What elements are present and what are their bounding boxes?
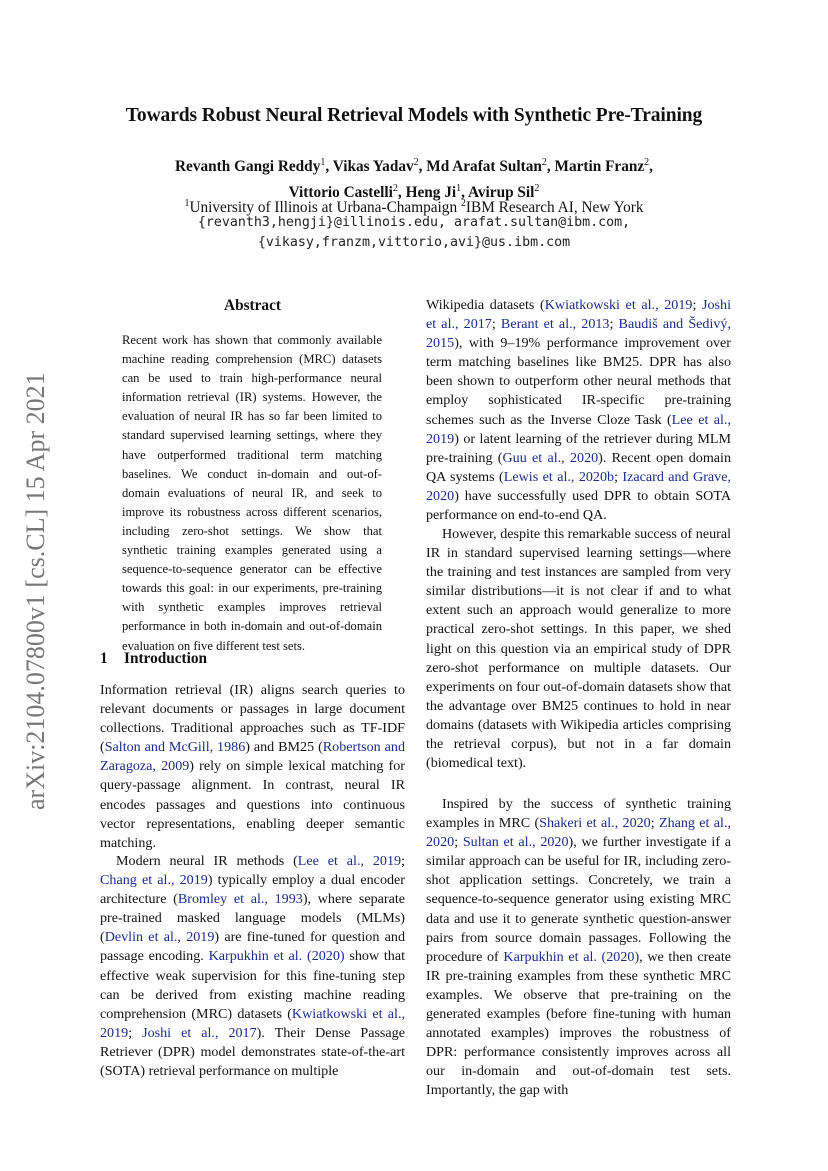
author-name: Heng Ji [405,183,457,201]
citation-link[interactable]: Baudiš and Šedivý, 2015 [426,316,731,352]
affil-mark: 2 [460,198,466,209]
affiliation-2: IBM Research AI, New York [465,199,644,217]
email-line: {vikasy,franzm,vittorio,avi}@us.ibm.com [257,235,571,250]
author-affil-mark: 2 [534,182,540,194]
body-text: ), where separate pre-trained masked language models (MLMs) ( [100,891,405,946]
intro-paragraph [100,852,405,1081]
citation-link[interactable]: Chang et al., 2019 [100,872,208,889]
citation-link[interactable]: Devlin et al., 2019 [104,929,215,946]
citation-link[interactable]: Joshi et al., 2017 [426,297,731,333]
author-affil-mark: 2 [644,157,650,168]
body-text: ) and BM25 ( [245,739,323,756]
body-text: Inspired by the success of synthetic training examples in MRC ( [426,796,731,832]
citation-link[interactable]: Sultan et al., 2020 [462,834,569,851]
author-affil-mark: 2 [541,157,547,168]
intro-paragraph [426,525,731,773]
author-line-2: Vittorio Castelli$^2$, Heng Ji$^1$, Avirup Sil$^2$ [288,182,540,201]
body-text: ). Their Dense Passage Retriever (DPR) model demonstrates state-of-the-art (SOTA) retrieval performance on multiple [100,1024,405,1080]
body-text: ). Recent open domain QA systems ( [426,449,732,485]
body-text: ; [491,316,501,333]
arxiv-stamp: arXiv:2104.07800v1 [cs.CL] 15 Apr 2021 [21,372,50,810]
citation-link[interactable]: Kwiatkowski et al., 2019 [544,297,693,313]
citation-link[interactable]: Karpukhin et al. (2020) [503,948,640,965]
body-text: ; [609,316,619,333]
body-text: However, despite this remarkable success of neural IR in standard supervised learning settings—where the training and test instances are sampled from very similar distributions—it is not clear if and to what extent such an approach would generalize to more practical zero-shot settings. In this paper, we shed light on this question via an empirical study of DPR zero-shot performance on multiple datasets. Our experiments on four out-of-domain datasets show that the advantage over BM25 continues to hold in near domains (datasets with Wikipedia articles comprising the retrieval corpus), but not in a far domain (biomedical text). [426,526,731,772]
body-text: ) or latent learning of the retriever during MLM pre-training ( [426,430,731,466]
intro-paragraph [426,795,731,1101]
body-text: ) rely on simple lexical matching for query-passage alignment. In contrast, neural IR encodes passages and questions into continuous vector representations, enabling deeper semantic matching. [100,758,405,851]
body-text: ; [650,815,659,832]
citation-link[interactable]: Kwiatkowski et al., 2019 [100,1005,405,1041]
body-text: show that effective weak supervision for this fine-tuning step can be derived from existing machine reading comprehension (MRC) datasets ( [100,948,406,1022]
citation-link[interactable]: Robertson and Zaragoza, 2009 [100,739,405,775]
author-affil-mark: 1 [320,157,326,168]
citation-link[interactable]: Izacard and Grave, 2020 [426,468,732,504]
section-heading [100,650,207,668]
body-text: ; [692,297,703,313]
body-text: Modern neural IR methods ( [116,853,298,869]
citation-link[interactable]: Shakeri et al., 2020 [539,815,651,832]
body-text: ) typically employ a dual encoder architecture ( [100,872,405,908]
body-text: ; [401,853,405,869]
paper-title: Towards Robust Neural Retrieval Models with Synthetic Pre-Training [125,105,703,126]
citation-link[interactable]: Salton and McGill, 1986 [104,739,246,756]
author-name: Vittorio Castelli [288,183,393,201]
body-text: ; [614,468,623,485]
author-line-1: Revanth Gangi Reddy$^1$, Vikas Yadav$^2$, Md Arafat Sultan$^2$, Martin Franz$^2$, [175,157,653,176]
author-name: Avirup Sil [467,183,535,201]
author-name: Martin Franz [554,158,645,176]
body-text: ; [454,834,463,851]
citation-link[interactable]: Bromley et al., 1993 [177,891,303,908]
body-text: ) are fine-tuned for question and passage encoding. [100,929,405,965]
section-number: 1 [100,650,108,667]
citation-link[interactable]: Lewis et al., 2020b [503,468,615,485]
affil-mark: 1 [184,198,190,209]
author-affil-mark: 2 [392,182,398,194]
citation-link[interactable]: Joshi et al., 2017 [142,1024,257,1041]
citation-link[interactable]: Guu et al., 2020 [502,449,599,466]
author-affil-mark: 1 [456,182,462,194]
affiliation-1: University of Illinois at Urbana-Champaign [189,199,461,217]
author-emails [0,213,828,253]
body-text: Wikipedia datasets ( [426,297,545,313]
citation-link[interactable]: Lee et al., 2019 [426,411,731,447]
author-name: Revanth Gangi Reddy [175,158,321,176]
abstract-body: Recent work has shown that commonly available machine reading comprehension (MRC) datasets can be used to train high-performance neural information retrieval (IR) systems. However, the evaluation of neural IR has so far been limited to standard supervised learning settings, where they have outperformed traditional term matching baselines. We conduct in-domain and out-of-domain evaluations of neural IR, and seek to improve its robustness across different scenarios, including zero-shot settings. We show that synthetic training examples generated using a sequence-to-sequence generator can be effective towards this goal: in our experiments, pre-training with synthetic examples improves retrieval performance in both in-domain and out-of-domain evaluation on five different test sets. [122,333,382,653]
body-text: ; [128,1024,143,1041]
citation-link[interactable]: Berant et al., 2013 [500,316,610,333]
intro-paragraph [426,296,731,525]
section-title: Introduction [124,650,208,667]
email-line: {revanth3,hengji}@illinois.edu, arafat.sultan@ibm.com, [197,215,631,230]
author-name: Vikas Yadav [332,158,414,176]
citation-link[interactable]: Lee et al., 2019 [297,853,402,869]
citation-link[interactable]: Karpukhin et al. (2020) [208,948,345,965]
body-text: ) have successfully used DPR to obtain SOTA performance on end-to-end QA. [426,487,731,524]
body-text: Information retrieval (IR) aligns search queries to relevant documents or passages in large document collections. Traditional approaches such as TF-IDF ( [100,682,405,756]
abstract-heading: Abstract [224,297,281,314]
author-affil-mark: 2 [413,157,419,168]
body-text: ), we further investigate if a similar approach can be useful for IR, including zero-shot application settings. Concretely, we train a sequence-to-sequence generator using existing MRC data and use it to generate synthetic question-answer pairs from source domain passages. Following the procedure of [426,834,731,965]
intro-paragraph [100,681,405,853]
body-text: ), with 9–19% performance improvement over term matching baselines like BM25. DPR has also been shown to outperform other neural methods that employ sophisticated IR-specific pre-training schemes such as the Inverse Cloze Task ( [426,335,731,428]
author-name: Md Arafat Sultan [426,158,542,176]
citation-link[interactable]: Zhang et al., 2020 [426,815,731,851]
body-text: , we then create IR pre-training examples from these synthetic MRC examples. We observe that pre-training on the generated examples (before fine-tuning with human annotated examples) improves the robustness of DPR: performance consistently improves across all our in-domain and out-of-domain test sets. Importantly, the gap with [426,948,731,1099]
